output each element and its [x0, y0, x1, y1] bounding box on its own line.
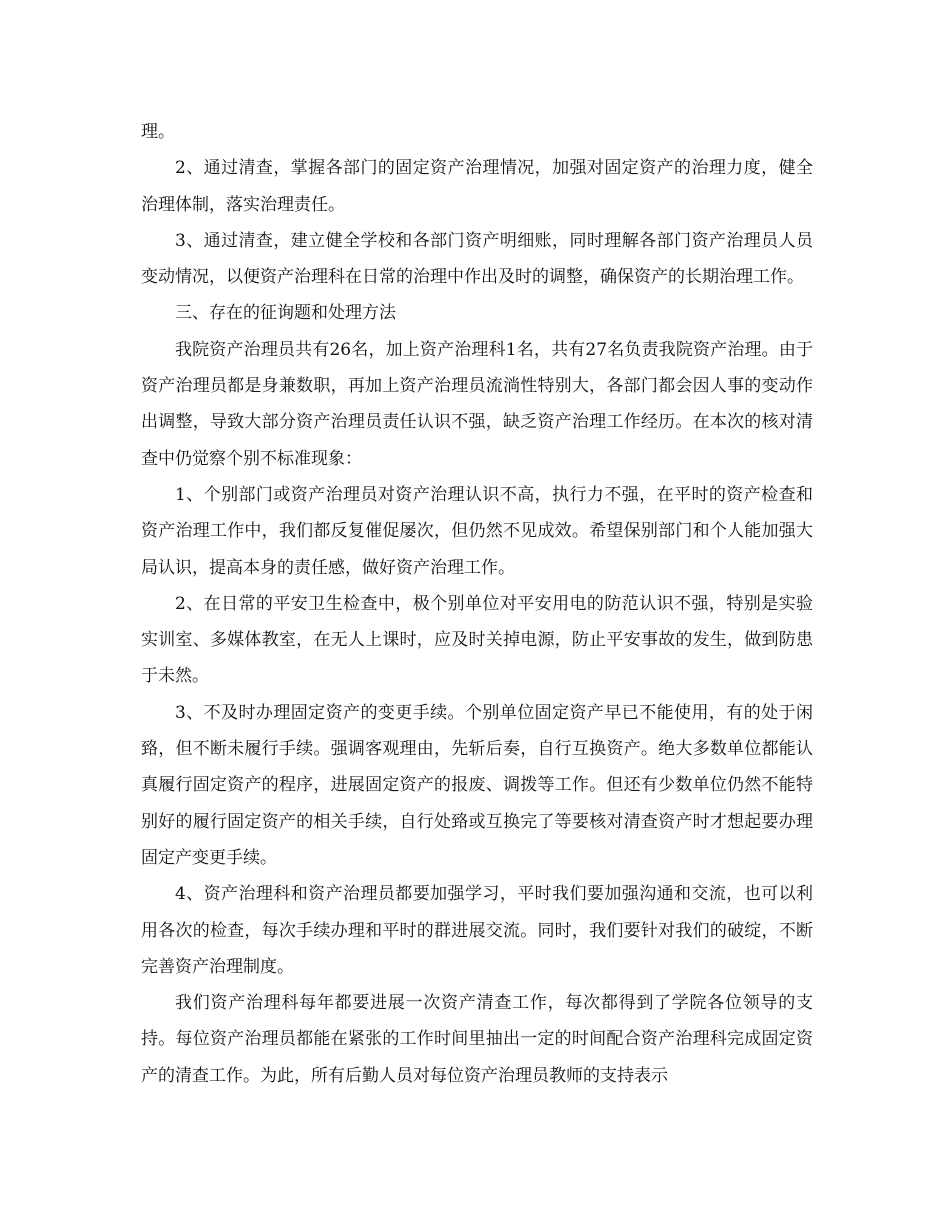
paragraph-continued: 理。: [141, 122, 175, 142]
paragraph-issue-3: 3、不及时办理固定资产的变更手续。个别单位固定资产早已不能使用，有的处于闲臵，但不断未履行手续。强调客观理由，先斩后奏，自行互换资产。绝大多数单位都能认真履行固定资产的程序，进展固定资产的报废、调拨等工作。但还有少数单位仍然不能特别好的履行固定资产的相关手续，自行处臵或互换完了等要核对清查资产时才想起要办理固定产变更手续。: [141, 702, 813, 868]
paragraph-issue-1: 1、个别部门或资产治理员对资产治理认识不高，执行力不强，在平时的资产检查和资产治理工作中，我们都反复催促屡次，但仍然不见成效。希望保别部门和个人能加强大局认识，提高本身的责任感，做好资产治理工作。: [141, 484, 813, 578]
paragraph-purpose-2: 2、通过清查，掌握各部门的固定资产治理情况，加强对固定资产的治理力度，健全治理体制，落实治理责任。: [141, 158, 813, 215]
paragraph-closing: 我们资产治理科每年都要进展一次资产清查工作，每次都得到了学院各位领导的支持。每位资产治理员都能在紧张的工作时间里抽出一定的时间配合资产治理科完成固定资产的清查工作。为此，所有后勤人员对每位资产治理员教师的支持表示: [141, 993, 813, 1086]
paragraph-issue-2: 2、在日常的平安卫生检查中，极个别单位对平安用电的防范认识不强，特别是实验实训室、多媒体教室，在无人上课时，应及时关掉电源，防止平安事故的发生，做到防患于未然。: [141, 593, 813, 687]
section-heading-problems: 三、存在的征询题和处理方法: [175, 303, 396, 324]
document-body: [141, 114, 813, 1094]
paragraph-issue-4: 4、资产治理科和资产治理员都要加强学习，平时我们要加强沟通和交流，也可以利用各次的检查，每次手续办理和平时的群进展交流。同时，我们要针对我们的破绽，不断完善资产治理制度。: [141, 884, 813, 977]
paragraph-purpose-3: 3、通过清查，建立健全学校和各部门资产明细账，同时理解各部门资产治理员人员变动情况，以便资产治理科在日常的治理中作出及时的调整，确保资产的长期治理工作。: [141, 230, 813, 288]
paragraph-staff-overview: 我院资产治理员共有26名，加上资产治理科1名，共有27名负责我院资产治理。由于资产治理员都是身兼数职，再加上资产治理员流淌性特别大，各部门都会因人事的变动作出调整，导致大部分资产治理员责任认识不强，缺乏资产治理工作经历。在本次的核对清查中仍觉察个别不标准现象：: [141, 339, 813, 469]
